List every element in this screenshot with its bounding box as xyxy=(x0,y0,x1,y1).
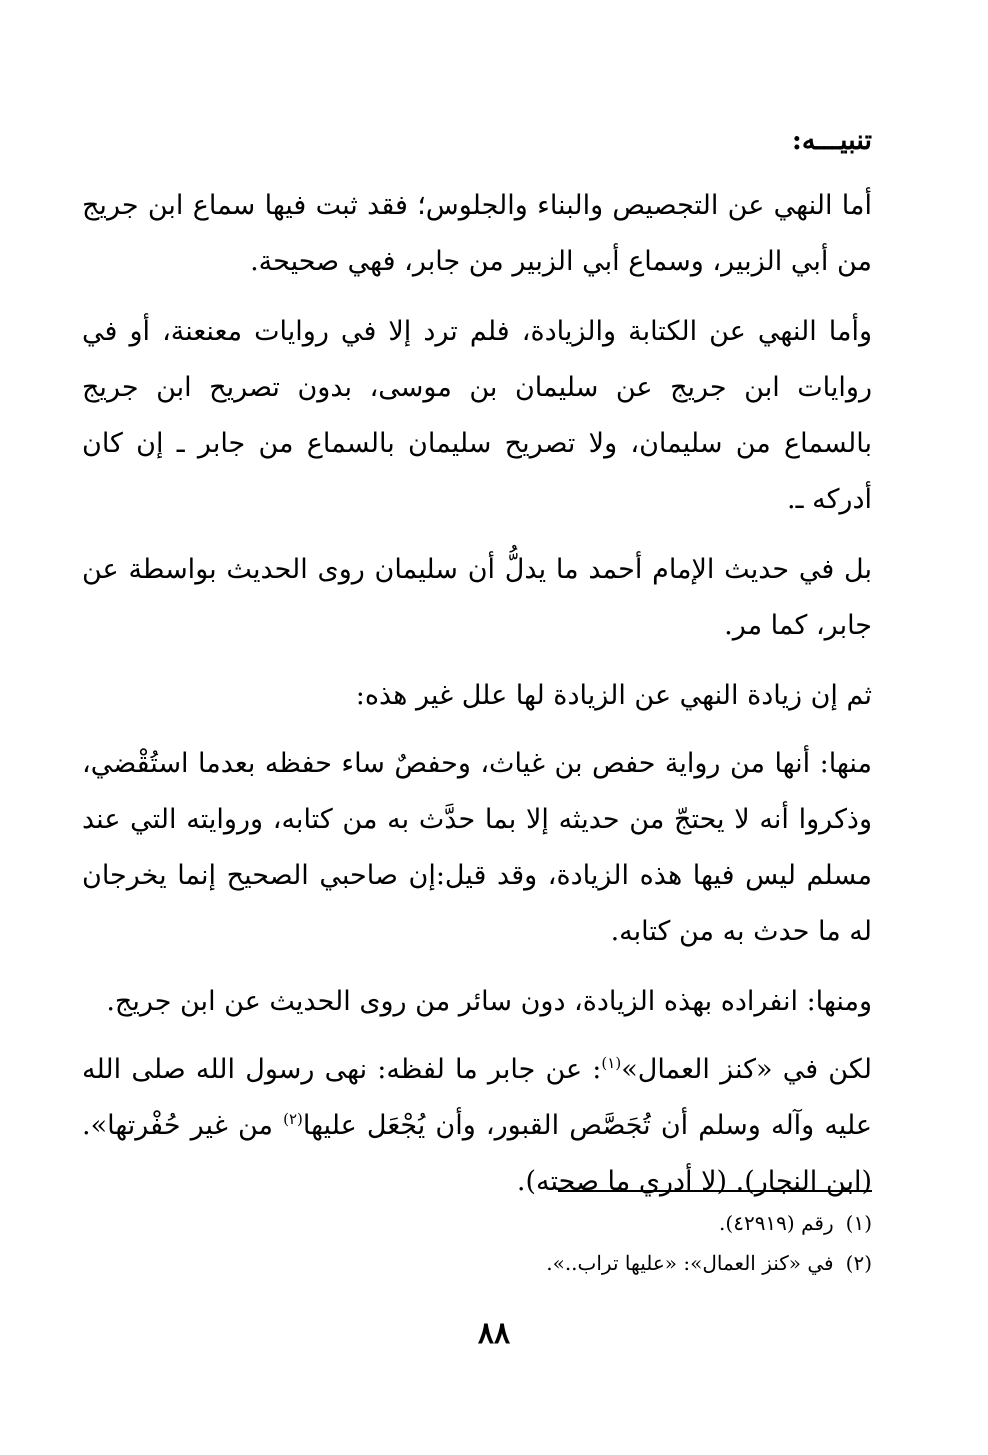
footnote-1 xyxy=(272,1208,872,1238)
paragraph-7-part-a: لكن في «كنز العمال» xyxy=(621,1054,872,1085)
page-number: ٨٨ xyxy=(477,1316,511,1351)
paragraph-7-part-c: من غير حُفْرتها». (ابن النجار). (لا أدري ما صحته). xyxy=(82,1110,872,1197)
paragraph-2: وأما النهي عن الكتابة والزيادة، فلم ترد إلا في روايات معنعنة، أو في روايات ابن جريج عن سليمان بن موسى، بدون تصريح ابن جريج بالسماع من سليمان، ولا تصريح سليمان بالسماع من جابر ـ إن كان أدركه ـ. xyxy=(82,316,872,515)
paragraph-6: ومنها: انفراده بهذه الزيادة، دون سائر من روى الحديث عن ابن جريج. xyxy=(106,986,872,1017)
paragraph-5: منها: أنها من رواية حفص بن غياث، وحفصٌ ساء حفظه بعدما استُقْضي، وذكروا أنه لا يحتجّ من حديثه إلا بما حدَّث به من كتابه، وروايته التي عند مسلم ليس فيها هذه الزيادة، وقد قيل:إن صاحبي الصحيح إنما يخرجان له ما حدث به من كتابه. xyxy=(82,748,872,947)
paragraph-7 xyxy=(82,1042,872,1210)
footnote-ref-2[interactable]: (٢) xyxy=(283,1110,303,1128)
footnote-1-text: رقم (٤٢٩١٩). xyxy=(719,1211,834,1235)
footnote-ref-1[interactable]: (١) xyxy=(601,1054,622,1072)
paragraph-1: أما النهي عن التجصيص والبناء والجلوس؛ فقد ثبت فيها سماع ابن جريج من أبي الزبير، وسماع أبي الزبير من جابر، فهي صحيحة. xyxy=(82,190,872,277)
paragraph-3: بل في حديث الإمام أحمد ما يدلُّ أن سليمان روى الحديث بواسطة عن جابر، كما مر. xyxy=(82,554,872,641)
footnote-2-number: (٢) xyxy=(845,1251,872,1275)
paragraph-7-part-b: : عن جابر ما لفظه: نهى رسول الله صلى الله عليه وآله وسلم أن تُجَصَّص القبور، وأن يُجْعَل عليها xyxy=(82,1054,873,1141)
footnote-divider xyxy=(558,1190,872,1192)
footnote-2 xyxy=(272,1248,872,1278)
main-text xyxy=(82,118,872,1224)
footnotes-section xyxy=(272,1208,872,1288)
section-heading: تنبيـــه: xyxy=(791,125,872,156)
paragraph-4: ثم إن زيادة النهي عن الزيادة لها علل غير هذه: xyxy=(355,680,872,711)
footnote-1-number: (١) xyxy=(845,1211,872,1235)
footnote-2-text: في «كنز العمال»: «عليها تراب..». xyxy=(546,1251,834,1275)
